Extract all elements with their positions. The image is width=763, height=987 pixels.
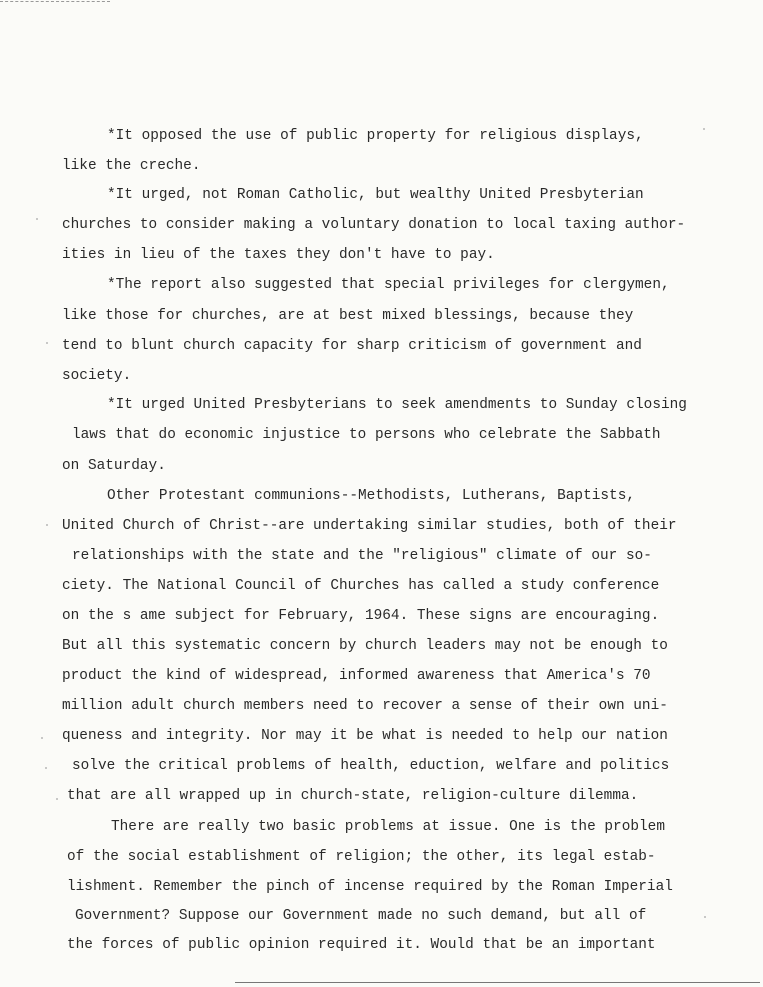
text-line: United Church of Christ--are undertaking similar studies, both of their <box>62 518 677 534</box>
text-line: lishment. Remember the pinch of incense required by the Roman Imperial <box>67 879 673 895</box>
text-line: on Saturday. <box>62 458 166 474</box>
text-line: product the kind of widespread, informed awareness that America's 70 <box>62 668 651 684</box>
text-line: on the s ame subject for February, 1964. These signs are encouraging. <box>62 608 660 624</box>
text-line: society. <box>62 368 132 384</box>
text-line: relationships with the state and the "religious" climate of our so- <box>72 548 652 564</box>
scan-speck <box>703 128 705 130</box>
text-line: ities in lieu of the taxes they don't have to pay. <box>62 247 495 263</box>
text-line: like those for churches, are at best mixed blessings, because they <box>62 308 634 324</box>
text-line: ciety. The National Council of Churches has called a study conference <box>62 578 660 594</box>
scan-speck <box>704 916 706 918</box>
text-line: million adult church members need to recover a sense of their own uni- <box>62 698 668 714</box>
scan-speck <box>56 798 58 800</box>
text-line: tend to blunt church capacity for sharp criticism of government and <box>62 338 642 354</box>
text-line: queness and integrity. Nor may it be what is needed to help our nation <box>62 728 668 744</box>
scan-speck <box>46 524 48 526</box>
scan-speck <box>46 342 48 344</box>
scan-speck <box>36 218 38 220</box>
text-line: *It urged United Presbyterians to seek amendments to Sunday closing <box>107 397 687 413</box>
text-line: like the creche. <box>62 158 201 174</box>
text-line: Government? Suppose our Government made no such demand, but all of <box>75 908 647 924</box>
text-line: Other Protestant communions--Methodists, Lutherans, Baptists, <box>107 488 636 504</box>
top-dashed-rule <box>0 1 110 2</box>
text-line: that are all wrapped up in church-state, religion-culture dilemma. <box>67 788 639 804</box>
text-line: the forces of public opinion required it. Would that be an important <box>67 937 656 953</box>
scan-speck <box>41 737 43 739</box>
text-line: But all this systematic concern by church leaders may not be enough to <box>62 638 668 654</box>
text-line: *The report also suggested that special privileges for clergymen, <box>107 277 670 293</box>
bottom-rule <box>235 982 760 983</box>
text-line: churches to consider making a voluntary donation to local taxing author- <box>62 217 686 233</box>
scan-speck <box>45 767 47 769</box>
text-line: solve the critical problems of health, eduction, welfare and politics <box>72 758 670 774</box>
text-line: There are really two basic problems at issue. One is the problem <box>111 819 665 835</box>
text-line: of the social establishment of religion; the other, its legal estab- <box>67 849 656 865</box>
text-line: laws that do economic injustice to persons who celebrate the Sabbath <box>72 427 661 443</box>
text-line: *It opposed the use of public property for religious displays, <box>107 128 644 144</box>
text-line: *It urged, not Roman Catholic, but wealthy United Presbyterian <box>107 187 644 203</box>
